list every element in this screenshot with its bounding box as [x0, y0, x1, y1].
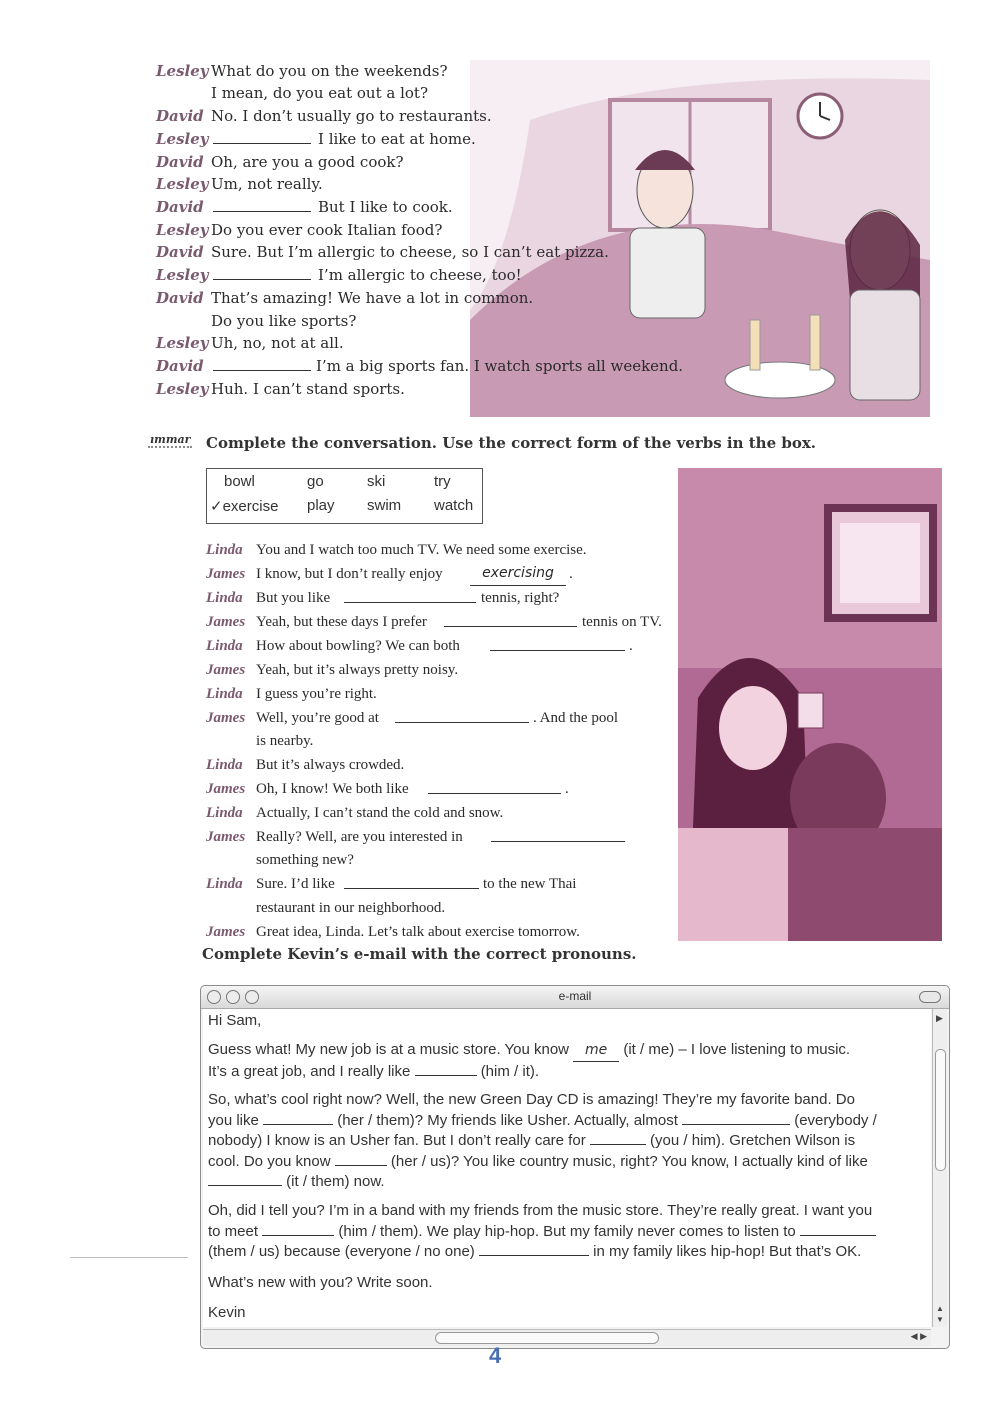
speaker-name: James	[206, 710, 246, 726]
dialogue-line: Oh, I know! We both like	[256, 781, 409, 797]
email-signature: Kevin	[208, 1304, 246, 1321]
speaker-name: David	[156, 243, 204, 261]
email-text: (them / us) because (everyone / no one)	[208, 1243, 475, 1261]
verb-word: watch	[434, 497, 474, 514]
window-title: e-mail	[558, 989, 592, 1003]
dialogue-line: . And the pool	[533, 710, 618, 726]
email-text: (everybody /	[794, 1111, 877, 1129]
email-text: cool. Do you know	[208, 1152, 331, 1170]
answer-blank[interactable]	[590, 1131, 646, 1145]
email-paragraph-1	[208, 1040, 930, 1082]
dialogue-line: restaurant in our neighborhood.	[256, 900, 446, 916]
filled-answer[interactable]: exercising	[470, 562, 566, 586]
toolbar-toggle-button[interactable]	[919, 991, 941, 1003]
dialogue-line: I’m allergic to cheese, too!	[318, 266, 522, 284]
email-text: It’s a great job, and I really like	[208, 1062, 411, 1080]
verb-word: ski	[367, 473, 386, 490]
dialogue-line: Do you like sports?	[211, 312, 357, 330]
email-paragraph-2	[208, 1090, 930, 1193]
answer-blank[interactable]	[263, 1111, 333, 1125]
answer-blank[interactable]	[479, 1242, 589, 1256]
scroll-down-arrow-icon[interactable]: ▼	[936, 1315, 944, 1324]
dialogue-line: Um, not really.	[211, 175, 323, 193]
dialogue-line: I guess you’re right.	[256, 686, 377, 702]
verb-word: try	[434, 473, 451, 490]
dialogue-line: Oh, are you a good cook?	[211, 153, 404, 171]
dialogue-line: Yeah, but these days I prefer	[256, 614, 427, 630]
answer-blank[interactable]	[800, 1222, 876, 1236]
email-window	[200, 985, 950, 1349]
answer-blank[interactable]	[213, 267, 311, 280]
dialogue-line: But you like	[256, 590, 331, 606]
dialogue-line: Yeah, but it’s always pretty noisy.	[256, 662, 459, 678]
window-titlebar	[201, 986, 949, 1009]
dialogue-line: something new?	[256, 852, 354, 868]
dialogue-line: .	[629, 638, 633, 654]
answer-blank[interactable]	[213, 199, 311, 212]
answer-blank[interactable]	[444, 614, 577, 627]
dialogue-line: I know, but I don’t really enjoy	[256, 566, 443, 582]
scroll-right-arrow-icon[interactable]: ▶	[936, 1013, 943, 1023]
speaker-name: Linda	[206, 638, 243, 654]
email-text: (her / them)? My friends like Usher. Actually, almost	[337, 1111, 678, 1129]
speaker-name: James	[206, 829, 246, 845]
dialogue-line: Really? Well, are you interested in	[256, 829, 463, 845]
dialogue-line: Do you ever cook Italian food?	[211, 221, 443, 239]
dialogue-line: But I like to cook.	[318, 198, 453, 216]
dialogue-line: is nearby.	[256, 733, 314, 749]
answer-blank[interactable]	[213, 131, 311, 144]
answer-blank[interactable]	[208, 1172, 282, 1186]
email-text: (you / him). Gretchen Wilson is	[650, 1132, 856, 1150]
answer-blank[interactable]	[344, 876, 479, 889]
verb-word: play	[307, 497, 335, 514]
speaker-name: Lesley	[156, 334, 209, 352]
speaker-name: James	[206, 614, 246, 630]
email-text: (him / it).	[480, 1062, 540, 1080]
speaker-name: David	[156, 289, 204, 307]
speaker-name: James	[206, 662, 246, 678]
answer-blank[interactable]	[490, 638, 625, 651]
dialogue-line: I’m a big sports fan. I watch sports all weekend.	[316, 357, 684, 375]
speaker-name: James	[206, 781, 246, 797]
verb-word: ✓exercise	[210, 498, 279, 515]
verb-word: go	[307, 473, 324, 490]
answer-blank[interactable]	[428, 781, 561, 794]
email-text: So, what’s cool right now? Well, the new Green Day CD is amazing! They’re my favorite band. Do	[208, 1091, 855, 1108]
email-text: to meet	[208, 1222, 259, 1240]
dialogue-line: Well, you’re good at	[256, 710, 379, 726]
email-text: in my family likes hip-hop! But that’s OK.	[593, 1243, 862, 1261]
dialogue-line: to the new Thai	[483, 876, 577, 892]
email-text: nobody) I know is an Usher fan. But I don’t really care for	[208, 1132, 586, 1150]
section-instruction: Complete Kevin’s e-mail with the correct pronouns.	[202, 945, 637, 963]
dialogue-line: You and I watch too much TV. We need some exercise.	[256, 542, 587, 558]
scroll-left-right-arrows-icon[interactable]: ◀ ▶	[910, 1331, 927, 1341]
dialogue-line: Uh, no, not at all.	[211, 334, 344, 352]
speaker-name: Linda	[206, 686, 243, 702]
speaker-name: Linda	[206, 590, 243, 606]
email-paragraph-3	[208, 1201, 930, 1263]
vertical-scrollbar[interactable]	[932, 1009, 947, 1327]
dialogue-line: Sure. But I’m allergic to cheese, so I can’t eat pizza.	[211, 243, 609, 261]
email-text: you like	[208, 1111, 259, 1129]
answer-blank[interactable]	[415, 1062, 477, 1076]
speaker-name: Lesley	[156, 380, 209, 398]
answer-blank[interactable]	[344, 590, 476, 603]
vertical-scroll-thumb[interactable]	[935, 1049, 946, 1171]
dialogue-line: I mean, do you eat out a lot?	[211, 84, 428, 102]
speaker-name: Lesley	[156, 221, 209, 239]
speaker-name: Lesley	[156, 175, 209, 193]
email-text: (her / us)? You like country music, right? You know, I actually kind of like	[390, 1152, 868, 1170]
dialogue-line: .	[565, 781, 569, 797]
email-text: (it / them) now.	[286, 1173, 385, 1191]
speaker-name: Linda	[206, 757, 243, 773]
email-text: Oh, did I tell you? I’m in a band with my friends from the music store. They’re really great. I want you	[208, 1202, 873, 1219]
speaker-name: David	[156, 357, 204, 375]
section-tag: ımmar	[150, 433, 191, 446]
dialogue-line: Great idea, Linda. Let’s talk about exercise tomorrow.	[256, 924, 580, 940]
answer-blank[interactable]	[335, 1152, 387, 1166]
dialogue-line: Sure. I’d like	[256, 876, 335, 892]
speaker-name: Lesley	[156, 62, 209, 80]
speaker-name: David	[156, 198, 204, 216]
dialogue-line: What do you on the weekends?	[211, 62, 448, 80]
speaker-name: Lesley	[156, 130, 209, 148]
answer-blank[interactable]	[395, 710, 529, 723]
answer-blank[interactable]	[213, 358, 311, 371]
answer-blank[interactable]	[682, 1111, 790, 1125]
dialogue-line: Huh. I can’t stand sports.	[211, 380, 405, 398]
speaker-name: Linda	[206, 542, 243, 558]
dialogue-line: .	[569, 566, 573, 582]
speaker-name: Linda	[206, 876, 243, 892]
section-instruction: Complete the conversation. Use the correct form of the verbs in the box.	[206, 434, 816, 452]
verb-word: bowl	[224, 473, 255, 490]
dialogue-line: No. I don’t usually go to restaurants.	[211, 107, 492, 125]
dialogue-line: How about bowling? We can both	[256, 638, 460, 654]
email-text: Guess what! My new job is at a music store. You know	[208, 1041, 570, 1058]
tv-room-photo	[678, 468, 942, 941]
email-text: (him / them). We play hip-hop. But my family never comes to listen to	[338, 1222, 796, 1240]
email-greeting: Hi Sam,	[208, 1012, 262, 1029]
horizontal-scroll-thumb[interactable]	[435, 1332, 659, 1344]
verb-box	[206, 468, 483, 524]
filled-answer[interactable]: me	[573, 1040, 619, 1062]
divider	[70, 1257, 188, 1258]
email-closing: What’s new with you? Write soon.	[208, 1274, 433, 1291]
answer-blank[interactable]	[262, 1222, 334, 1236]
verb-word: swim	[367, 497, 402, 514]
dialogue-line: That’s amazing! We have a lot in common.	[211, 289, 534, 307]
email-text: (it / me) – I love listening to music.	[623, 1041, 851, 1058]
dialogue-line: Actually, I can’t stand the cold and snow.	[256, 805, 504, 821]
dialogue-line: I like to eat at home.	[318, 130, 476, 148]
dialogue-line: tennis on TV.	[582, 614, 662, 630]
email-body[interactable]	[203, 1009, 931, 1327]
speaker-name: David	[156, 153, 204, 171]
speaker-name: Lesley	[156, 266, 209, 284]
scroll-up-arrow-icon[interactable]: ▲	[936, 1304, 944, 1313]
horizontal-scrollbar[interactable]	[203, 1329, 931, 1346]
speaker-name: James	[206, 924, 246, 940]
page-number: 4	[489, 1343, 502, 1368]
speaker-name: David	[156, 107, 204, 125]
speaker-name: Linda	[206, 805, 243, 821]
dialogue-line: tennis, right?	[481, 590, 560, 606]
dialogue-line: But it’s always crowded.	[256, 757, 405, 773]
speaker-name: James	[206, 566, 246, 582]
answer-blank[interactable]	[491, 829, 625, 842]
